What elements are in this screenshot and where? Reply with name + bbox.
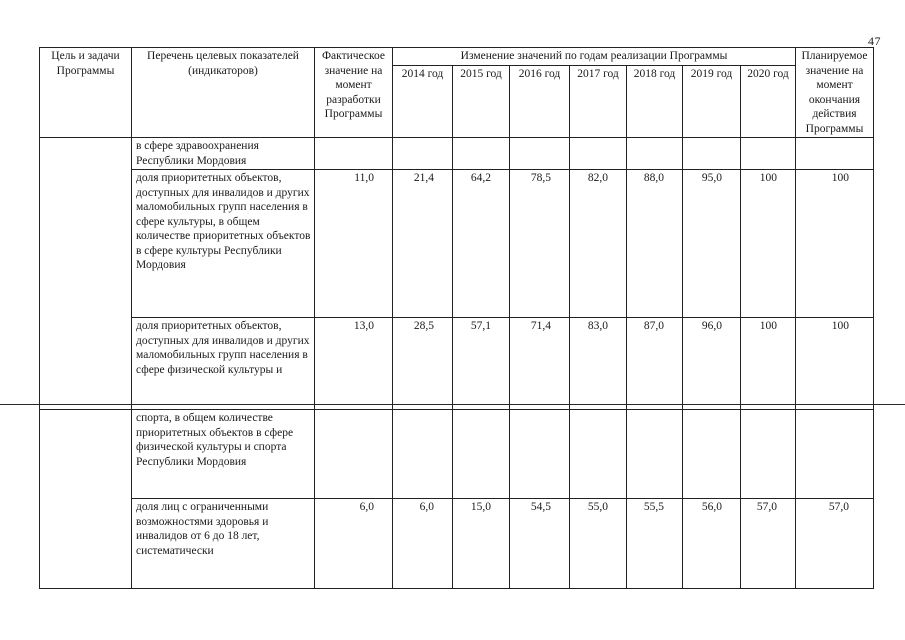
planned-cell: 57,0 xyxy=(796,499,874,589)
year-cell: 55,0 xyxy=(570,499,627,589)
actual-cell xyxy=(315,138,393,170)
table-row xyxy=(40,499,874,589)
year-cell: 54,5 xyxy=(510,499,570,589)
year-cell xyxy=(510,138,570,170)
goal-cell xyxy=(40,138,132,410)
year-cell: 64,2 xyxy=(453,170,510,318)
year-cell: 71,4 xyxy=(510,318,570,410)
indicator-cell: доля лиц с ограниченными возможностями здоровья и инвалидов от 6 до 18 лет, систематически xyxy=(132,499,315,589)
year-cell xyxy=(393,410,453,499)
indicator-cell: доля приоритетных объектов, доступных для инвалидов и других маломобильных групп населения в сфере культуры, в общем количестве приоритетных объектов в сфере культуры Республики Мордовия xyxy=(132,170,315,318)
year-cell: 95,0 xyxy=(683,170,741,318)
header-year: 2016 год xyxy=(510,66,570,138)
goal-cell xyxy=(40,410,132,589)
year-cell: 56,0 xyxy=(683,499,741,589)
actual-cell xyxy=(315,410,393,499)
year-cell xyxy=(683,138,741,170)
actual-cell: 6,0 xyxy=(315,499,393,589)
planned-cell: 100 xyxy=(796,170,874,318)
indicator-cell: доля приоритетных объектов, доступных для инвалидов и других маломобильных групп населения в сфере физической культуры и xyxy=(132,318,315,410)
year-cell: 78,5 xyxy=(510,170,570,318)
year-cell: 57,1 xyxy=(453,318,510,410)
header-actual: Фактическое значение на момент разработки Программы xyxy=(315,48,393,138)
year-cell: 6,0 xyxy=(393,499,453,589)
header-year: 2018 год xyxy=(627,66,683,138)
header-year: 2017 год xyxy=(570,66,627,138)
planned-cell: 100 xyxy=(796,318,874,410)
indicators-table xyxy=(39,47,874,589)
year-cell xyxy=(453,410,510,499)
year-cell xyxy=(393,138,453,170)
year-cell xyxy=(570,410,627,499)
header-year: 2015 год xyxy=(453,66,510,138)
year-cell xyxy=(627,410,683,499)
table-row xyxy=(40,410,874,499)
year-cell xyxy=(683,410,741,499)
header-planned: Планируемое значение на момент окончания действия Программы xyxy=(796,48,874,138)
header-goal: Цель и задачи Программы xyxy=(40,48,132,138)
planned-cell xyxy=(796,138,874,170)
year-cell: 28,5 xyxy=(393,318,453,410)
year-cell: 57,0 xyxy=(741,499,796,589)
year-cell: 55,5 xyxy=(627,499,683,589)
year-cell xyxy=(741,138,796,170)
page-number: 47 xyxy=(868,34,881,48)
year-cell xyxy=(510,410,570,499)
header-year: 2014 год xyxy=(393,66,453,138)
indicator-cell: в сфере здравоохранения Республики Мордовия xyxy=(132,138,315,170)
table-row xyxy=(40,170,874,318)
actual-cell: 11,0 xyxy=(315,170,393,318)
year-cell: 96,0 xyxy=(683,318,741,410)
year-cell: 87,0 xyxy=(627,318,683,410)
year-cell: 21,4 xyxy=(393,170,453,318)
header-year: 2019 год xyxy=(683,66,741,138)
actual-cell: 13,0 xyxy=(315,318,393,410)
year-cell: 88,0 xyxy=(627,170,683,318)
year-cell: 15,0 xyxy=(453,499,510,589)
year-cell: 100 xyxy=(741,318,796,410)
table-row xyxy=(40,318,874,410)
year-cell xyxy=(570,138,627,170)
planned-cell xyxy=(796,410,874,499)
header-change: Изменение значений по годам реализации Программы xyxy=(393,48,796,66)
indicator-cell: спорта, в общем количестве приоритетных объектов в сфере физической культуры и спорта Республики Мордовия xyxy=(132,410,315,499)
year-cell: 83,0 xyxy=(570,318,627,410)
year-cell: 100 xyxy=(741,170,796,318)
header-indicators: Перечень целевых показателей (индикаторов) xyxy=(132,48,315,138)
year-cell xyxy=(741,410,796,499)
table-row xyxy=(40,138,874,170)
year-cell xyxy=(453,138,510,170)
year-cell: 82,0 xyxy=(570,170,627,318)
year-cell xyxy=(627,138,683,170)
header-year: 2020 год xyxy=(741,66,796,138)
